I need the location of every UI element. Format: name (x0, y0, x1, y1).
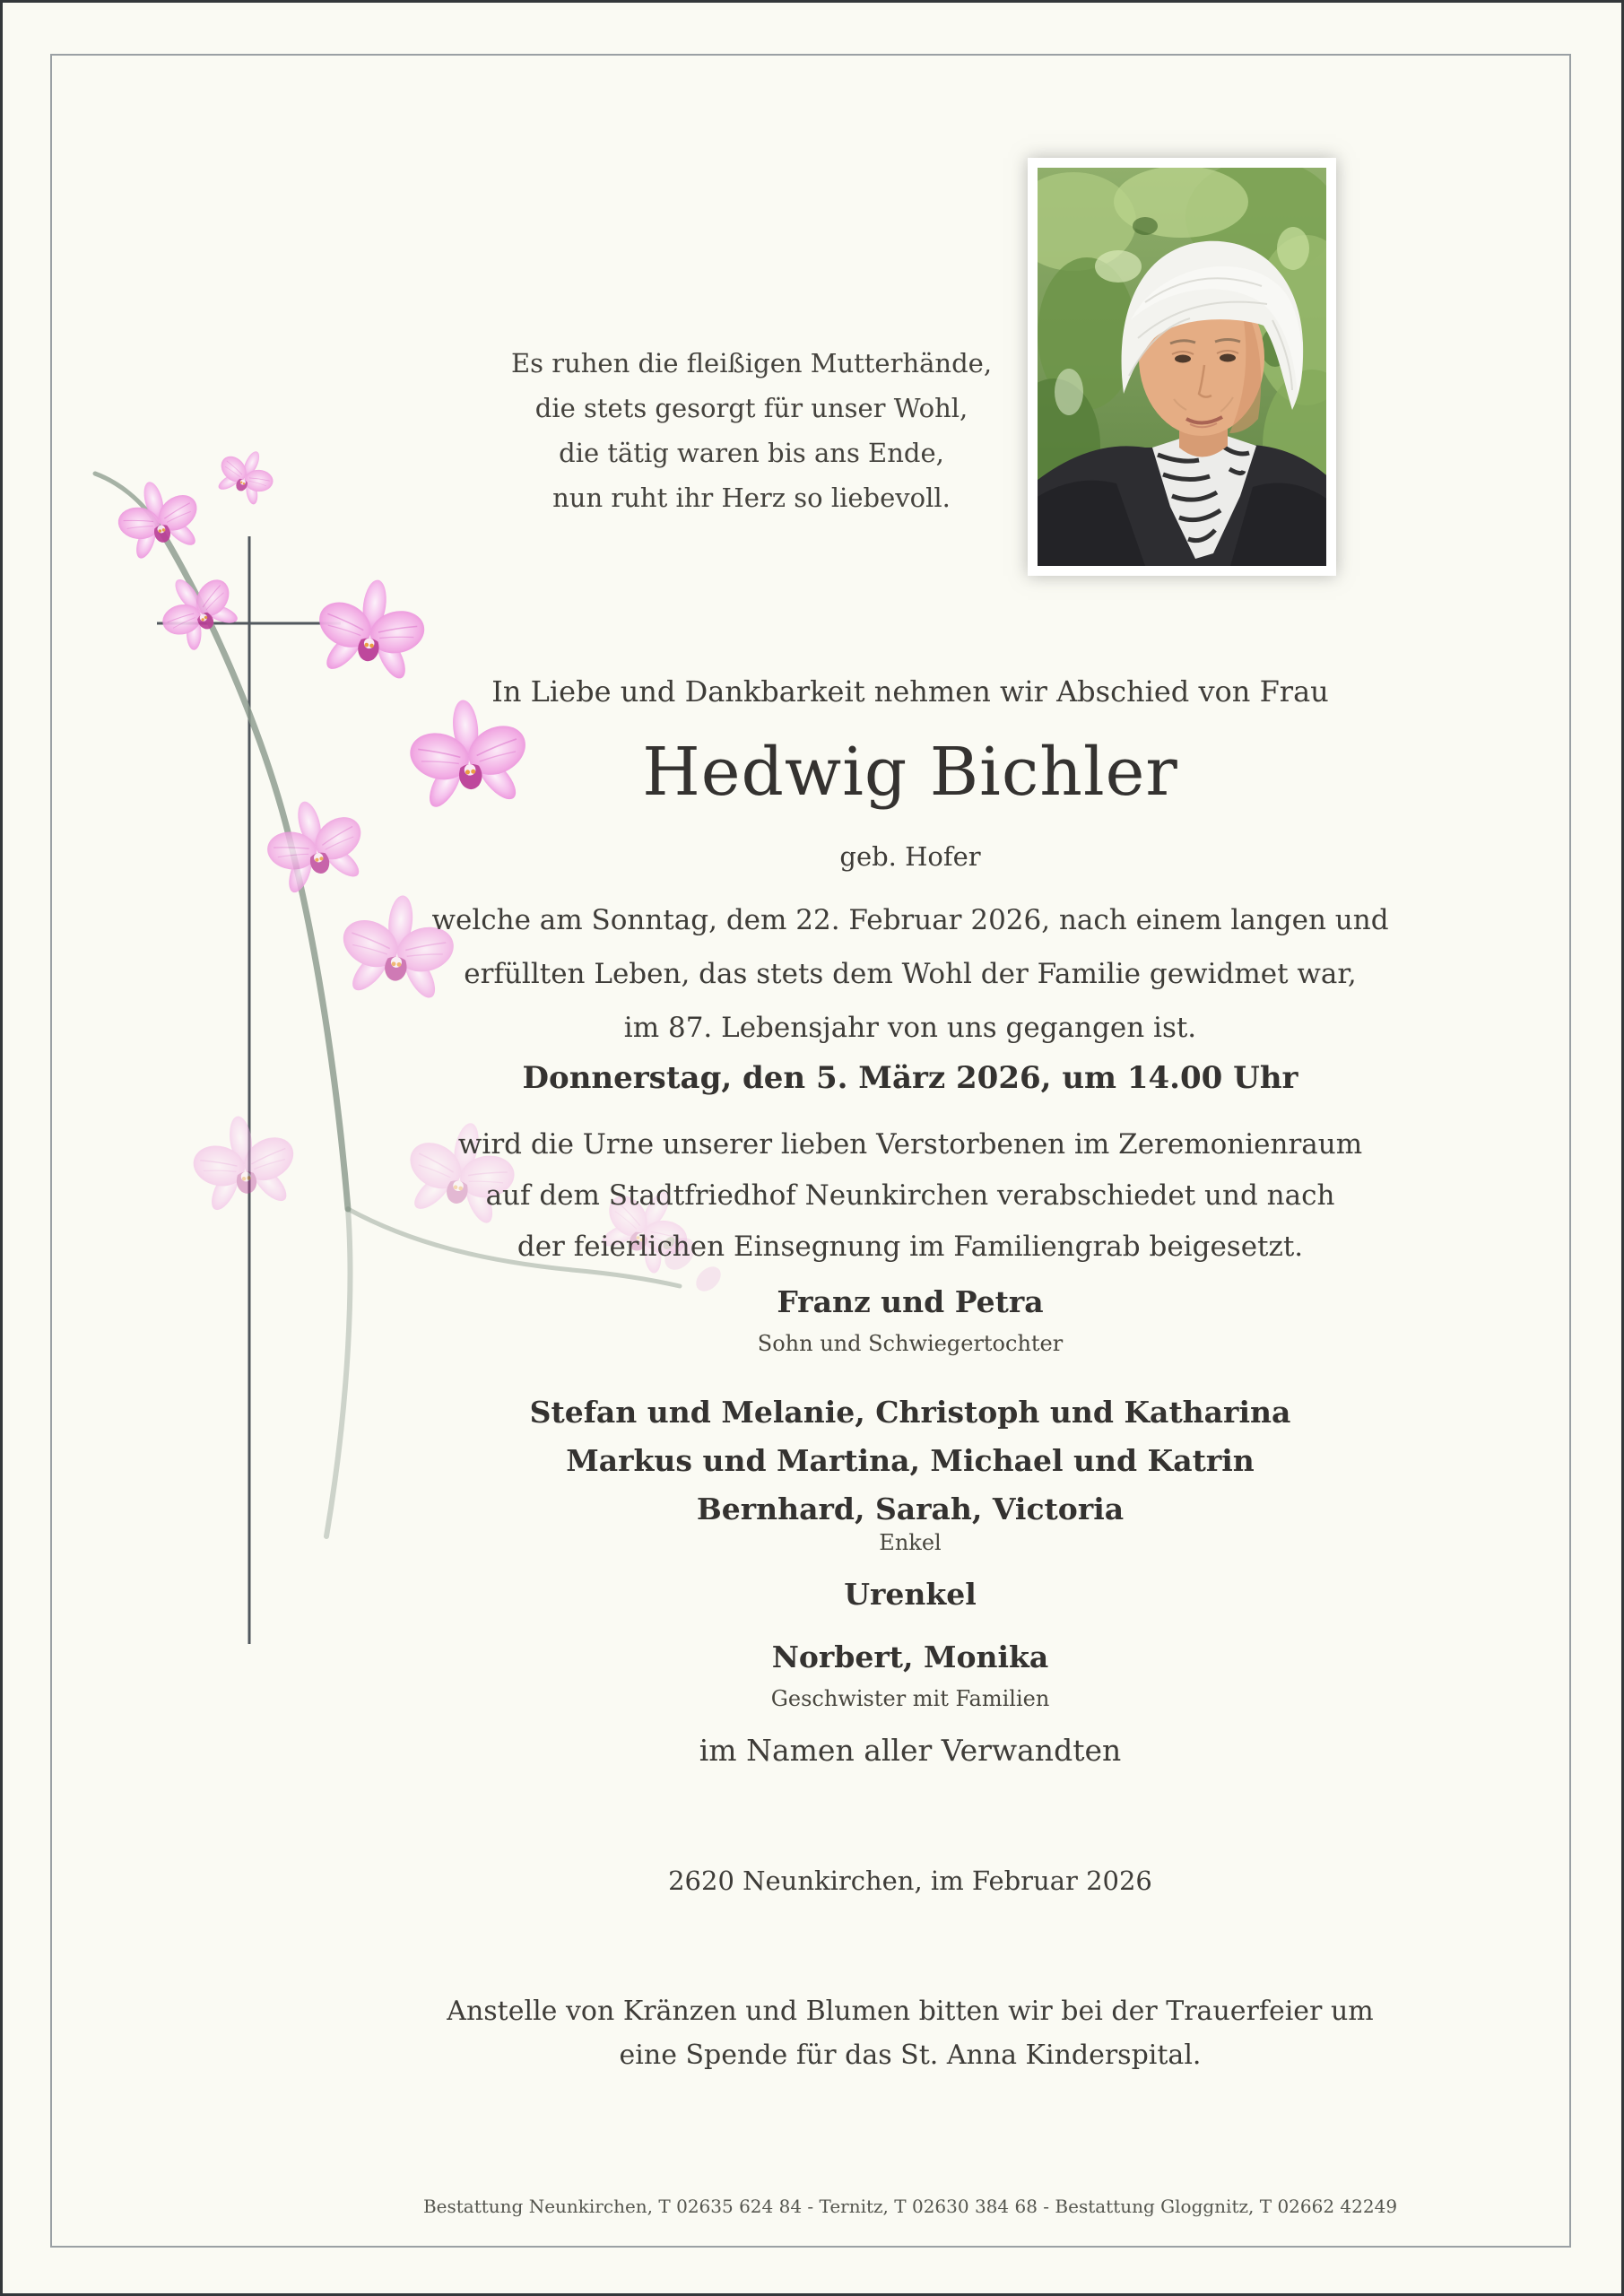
grandchildren-relation: Enkel (879, 1530, 942, 1555)
ceremony-line: wird die Urne unserer lieben Verstorbenen im Zeremonienraum (457, 1128, 1363, 1161)
funeral-home-footer: Bestattung Neunkirchen, T 02635 624 84 - Ternitz, T 02630 384 68 - Bestattung Gloggnitz, T 02662 42249 (422, 2196, 1398, 2217)
son-relation: Sohn und Schwiegertochter (757, 1331, 1064, 1356)
donation-request (447, 1989, 1373, 2077)
ceremony-text (458, 1119, 1362, 1273)
deceased-name: Hedwig Bichler (642, 734, 1178, 811)
grandchildren-line: Bernhard, Sarah, Victoria (696, 1492, 1125, 1526)
siblings-relation: Geschwister mit Familien (770, 1686, 1050, 1711)
poem-line: Es ruhen die fleißigen Mutterhände, (510, 348, 993, 378)
ceremony-line: der feierlichen Einsegnung im Familiengrab beigesetzt. (517, 1231, 1304, 1263)
maiden-name: geb. Hofer (839, 841, 981, 872)
great-grandchildren: Urenkel (844, 1577, 977, 1612)
obituary-line: erfüllten Leben, das stets dem Wohl der Familie gewidmet war, (464, 958, 1357, 990)
portrait-photo (1028, 158, 1336, 576)
poem-line: die stets gesorgt für unser Wohl, (534, 393, 968, 423)
place-and-date: 2620 Neunkirchen, im Februar 2026 (668, 1866, 1152, 1896)
memorial-cross-icon (157, 536, 341, 1644)
poem-line: die tätig waren bis ans Ende, (559, 438, 944, 468)
obituary-line: im 87. Lebensjahr von uns gegangen ist. (623, 1012, 1197, 1044)
closing-line: im Namen aller Verwandten (699, 1733, 1122, 1768)
donation-line: eine Spende für das St. Anna Kinderspital. (619, 2039, 1202, 2071)
poem-line: nun ruht ihr Herz so liebevoll. (552, 483, 951, 513)
grandchildren-line: Stefan und Melanie, Christoph und Katharina (529, 1395, 1291, 1430)
grandchildren-line: Markus und Martina, Michael und Katrin (566, 1443, 1255, 1478)
memorial-poem (511, 341, 992, 520)
obituary-line: welche am Sonntag, dem 22. Februar 2026, nach einem langen und (431, 904, 1389, 936)
farewell-intro: In Liebe und Dankbarkeit nehmen wir Abschied von Frau (491, 674, 1329, 709)
ceremony-datetime: Donnerstag, den 5. März 2026, um 14.00 Uhr (522, 1060, 1298, 1096)
son-names: Franz und Petra (777, 1284, 1044, 1319)
grandchildren-names (530, 1388, 1291, 1534)
obituary-text (431, 893, 1388, 1055)
ceremony-line: auf dem Stadtfriedhof Neunkirchen verabschiedet und nach (485, 1179, 1335, 1212)
donation-line: Anstelle von Kränzen und Blumen bitten wir bei der Trauerfeier um (447, 1996, 1374, 2027)
siblings-names: Norbert, Monika (771, 1639, 1049, 1674)
